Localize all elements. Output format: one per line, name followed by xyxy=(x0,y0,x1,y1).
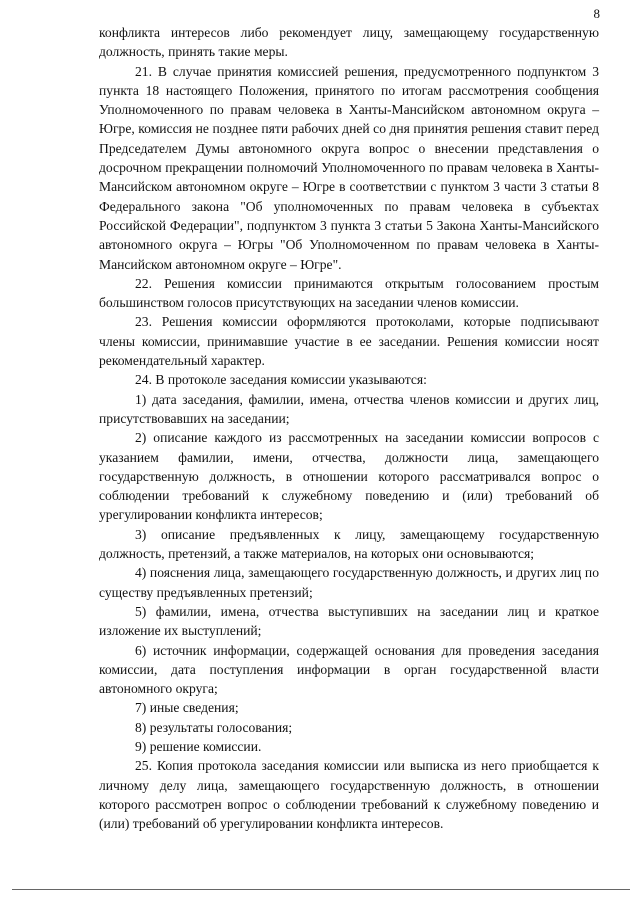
page-number: 8 xyxy=(593,6,600,21)
list-item-8: 8) результаты голосования; xyxy=(135,719,293,735)
list-item-5: 5) фамилии, имена, отчества выступивших на заседании лиц и краткое изложение их выступлений; xyxy=(99,603,599,639)
paragraph-23: 23. Решения комиссии оформляются протоколами, которые подписывают члены комиссии, принимавшие участие в ее заседании. Решения комиссии носят рекомендательный характер. xyxy=(99,314,599,369)
footer-divider xyxy=(12,889,630,890)
document-body xyxy=(99,23,599,833)
list-item-7: 7) иные сведения; xyxy=(135,700,239,716)
list-item-9: 9) решение комиссии. xyxy=(135,738,262,754)
paragraph-24: 24. В протоколе заседания комиссии указываются: xyxy=(135,372,427,388)
paragraph-22: 22. Решения комиссии принимаются открытым голосованием простым большинством голосов присутствующих на заседании членов комиссии. xyxy=(99,275,599,311)
paragraph-25: 25. Копия протокола заседания комиссии или выписка из него приобщается к личному делу лица, замещающего государственную должность, в отношении которого рассмотрен вопрос о соблюдении требований к служебному поведению и (или) требований об урегулировании конфликта интересов. xyxy=(99,758,599,832)
list-item-6: 6) источник информации, содержащей основания для проведения заседания комиссии, дата поступления информации в орган государственной власти автономного округа; xyxy=(99,642,599,697)
paragraph-21: 21. В случае принятия комиссией решения, предусмотренного подпунктом 3 пункта 18 настоящего Положения, принятого по итогам рассмотрения сообщения Уполномоченного по правам человека в Ханты-Мансийском автономном округа – Югре, комиссия не позднее пяти рабочих дней со дня принятия решения ставит перед Председателем Думы автономного округа вопрос о внесении представления о досрочном прекращении полномочий Уполномоченного по правам человека в Ханты-Мансийском автономном округе – Югре в соответствии с пунктом 3 части 3 статьи 8 Федерального закона "Об уполномоченных по правам человека в субъектах Российской Федерации", подпунктом 3 пункта 3 статьи 5 Закона Ханты-Мансийского автономного округа – Югры "Об Уполномоченном по правам человека в Ханты-Мансийском автономном округе – Югре". xyxy=(99,63,599,272)
paragraph-continuation: конфликта интересов либо рекомендует лицу, замещающему государственную должность, принять такие меры. xyxy=(99,25,599,60)
list-item-3: 3) описание предъявленных к лицу, замещающему государственную должность, претензий, а также материалов, на которых они основываются; xyxy=(99,526,599,562)
list-item-2: 2) описание каждого из рассмотренных на заседании комиссии вопросов с указанием фамилии, имени, отчества, должности лица, замещающего государственную должность, в отношении которого рассматривался вопрос о соблюдении требований к служебному поведению и (или) требований об урегулировании конфликта интересов; xyxy=(99,430,599,523)
list-item-4: 4) пояснения лица, замещающего государственную должность, и других лиц по существу предъявленных претензий; xyxy=(99,565,599,600)
list-item-1: 1) дата заседания, фамилии, имена, отчества членов комиссии и других лиц, присутствовавших на заседании; xyxy=(99,391,599,426)
